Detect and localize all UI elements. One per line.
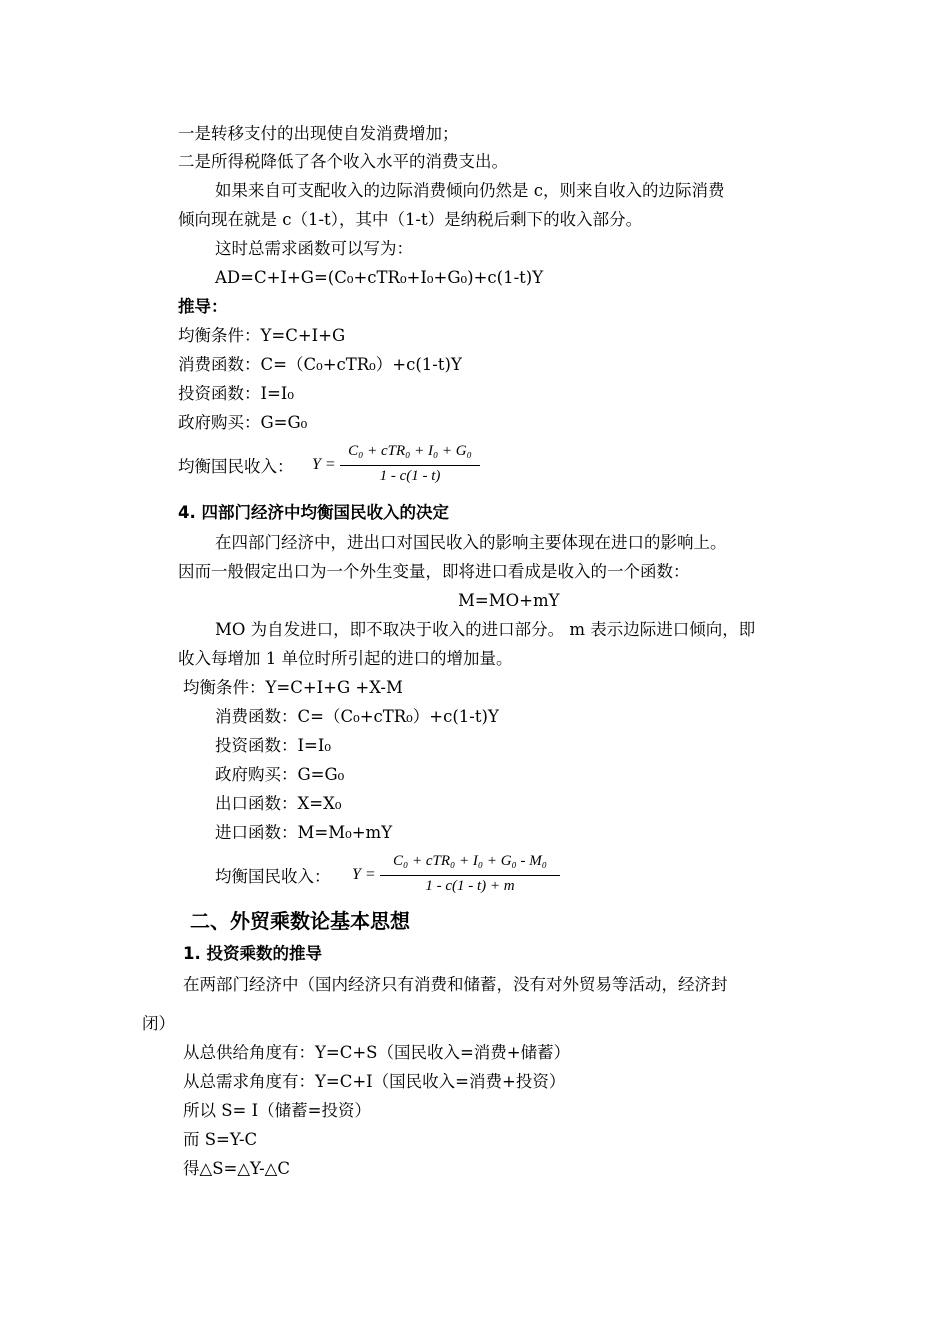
text-line: 政府购买：G=G₀ xyxy=(215,765,345,784)
fraction-bar xyxy=(380,875,560,876)
text-line: 消费函数：C=（C₀+cTR₀）+c(1-t)Y xyxy=(215,707,499,726)
text-line: 因而一般假定出口为一个外生变量，即将进口看成是收入的一个函数： xyxy=(178,562,690,581)
text-line: 出口函数：X=X₀ xyxy=(215,794,342,813)
text-line: 均衡国民收入： xyxy=(178,457,294,476)
text-line: 从总需求角度有：Y=C+I（国民收入=消费+投资） xyxy=(183,1072,566,1091)
fraction-1 xyxy=(340,443,480,489)
text-line: 均衡国民收入： xyxy=(215,867,331,886)
chapter-heading: 二、外贸乘数论基本思想 xyxy=(190,909,410,933)
text-line: 得△S=△Y-△C xyxy=(183,1159,290,1178)
text-line: 投资函数：I=I₀ xyxy=(215,736,331,755)
formula-lhs: Y = xyxy=(352,866,376,883)
text-line: 倾向现在就是 c（1-t），其中（1-t）是纳税后剩下的收入部分。 xyxy=(178,210,643,229)
fraction-denominator: 1 - c(1 - t) xyxy=(379,468,441,484)
text-line: 投资函数：I=I₀ xyxy=(178,384,294,403)
text-line: 一是转移支付的出现使自发消费增加； xyxy=(178,124,459,143)
text-line: 在两部门经济中（国内经济只有消费和储蓄，没有对外贸易等活动，经济封 xyxy=(183,975,728,994)
text-line: 进口函数：M=M₀+mY xyxy=(215,823,393,842)
fraction-denominator: 1 - c(1 - t) + m xyxy=(425,878,515,894)
text-line: 二是所得税降低了各个收入水平的消费支出。 xyxy=(178,152,508,171)
text-line: 均衡条件：Y=C+I+G xyxy=(178,326,346,345)
text-line: 收入每增加 1 单位时所引起的进口的增加量。 xyxy=(178,649,513,668)
text-line: 从总供给角度有：Y=C+S（国民收入=消费+储蓄） xyxy=(183,1043,571,1062)
text-line: 闭） xyxy=(142,1014,175,1033)
text-line: 如果来自可支配收入的边际消费倾向仍然是 c，则来自收入的边际消费 xyxy=(215,181,725,200)
text-line: 而 S=Y-C xyxy=(183,1130,258,1149)
equation-line: M=MO+mY xyxy=(458,591,560,610)
text-line: 在四部门经济中，进出口对国民收入的影响主要体现在进口的影响上。 xyxy=(215,533,727,552)
text-line: 这时总需求函数可以写为： xyxy=(215,239,413,258)
text-line: MO 为自发进口，即不取决于收入的进口部分。 m 表示边际进口倾向，即 xyxy=(215,620,756,639)
text-line: 政府购买：G=G₀ xyxy=(178,413,308,432)
fraction-bar xyxy=(340,465,480,466)
fraction-numerator: C₀ + cTR₀ + I₀ + G₀ - M₀ xyxy=(393,853,547,869)
section-heading: 1. 投资乘数的推导 xyxy=(183,944,322,963)
text-line: 均衡条件：Y=C+I+G +X-M xyxy=(183,678,403,697)
section-label: 推导： xyxy=(178,297,228,316)
text-line: 所以 S= I（储蓄=投资） xyxy=(183,1101,371,1120)
text-line: 消费函数：C=（C₀+cTR₀）+c(1-t)Y xyxy=(178,355,462,374)
fraction-2 xyxy=(380,853,560,899)
formula-lhs: Y = xyxy=(312,456,336,473)
section-heading: 4. 四部门经济中均衡国民收入的决定 xyxy=(178,503,449,522)
equation-line: AD=C+I+G=(C₀+cTR₀+I₀+G₀)+c(1-t)Y xyxy=(215,268,544,287)
fraction-numerator: C₀ + cTR₀ + I₀ + G₀ xyxy=(348,443,472,459)
